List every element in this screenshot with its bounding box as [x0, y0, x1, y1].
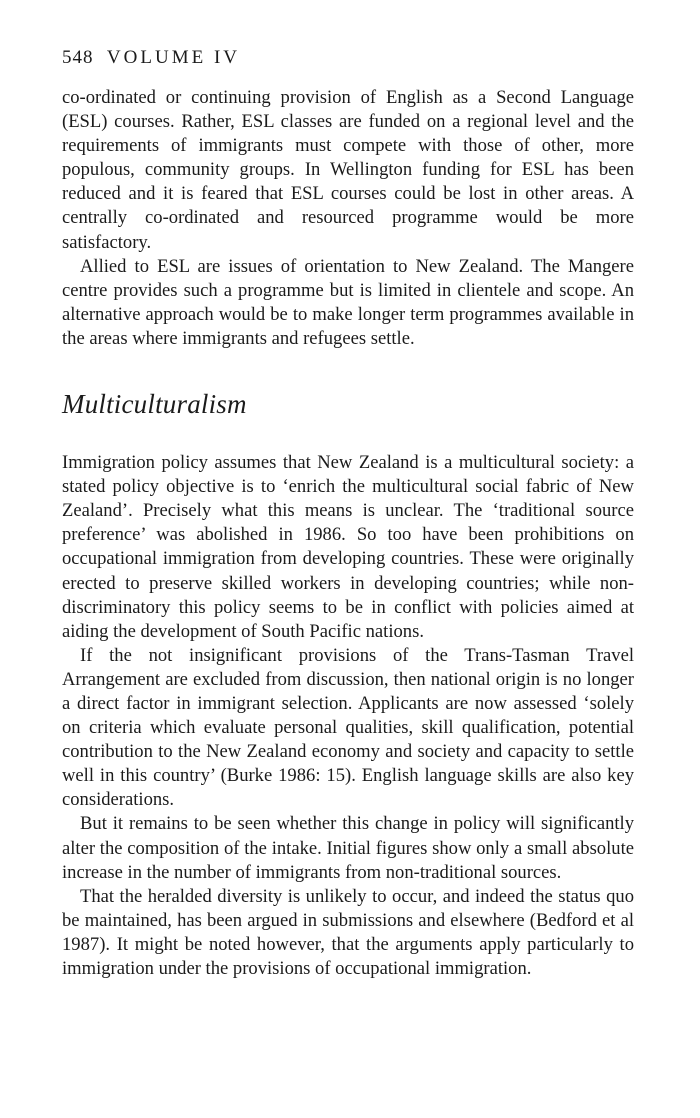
paragraph-esl-provision: co-ordinated or continuing provision of English as a Second Language (ESL) courses. Rather, ESL classes are funded on a regional level and the requirements of immigrants must compete with those of other, more populous, community groups. In Wellington funding for ESL has been reduced and it is feared that ESL courses could be lost in other areas. A centrally co-ordinated and resourced programme would be more satisfactory. — [62, 87, 634, 253]
paragraph-orientation: Allied to ESL are issues of orientation to New Zealand. The Mangere centre provides such a programme but is limited in clientele and scope. An alternative approach would be to make longer term programmes available in the areas where immigrants and refugees settle. — [62, 255, 634, 349]
section-heading: Multiculturalism — [62, 389, 247, 420]
paragraph-status-quo: That the heralded diversity is unlikely to occur, and indeed the status quo be maintained, has been argued in submissions and elsewhere (Bedford et al 1987). It might be noted however, that the arguments apply particularly to immigration under the provisions of occupational immigration. — [62, 885, 634, 979]
paragraph-national-origin: If the not insignificant provisions of the Trans-Tasman Travel Arrangement are excluded from discussion, then national origin is no longer a direct factor in immigrant selection. Applicants are now assessed ‘solely on criteria which evaluate personal qualities, skill qualification, potential contribution to the New Zealand economy and society and capacity to settle well in this country’ (Burke 1986: 15). English language skills are also key considerations. — [62, 644, 634, 811]
volume-label: VOLUME IV — [106, 47, 240, 68]
page-number: 548 — [62, 47, 94, 68]
paragraph-intake-composition: But it remains to be seen whether this change in policy will significantly alter the composition of the intake. Initial figures show only a small absolute increase in the number of immigrants from non-traditional sources. — [62, 813, 634, 883]
paragraph-multicultural-policy: Immigration policy assumes that New Zealand is a multicultural society: a stated policy objective is to ‘enrich the multicultural social fabric of New Zealand’. Precisely what this means is unclear. The ‘traditional source preference’ was abolished in 1986. So too have been prohibitions on occupational immigration from developing countries. These were originally erected to preserve skilled workers in developing countries; while non-discriminatory this policy seems to be in conflict with policies aimed at aiding the development of South Pacific nations. — [62, 452, 634, 642]
book-page — [62, 46, 634, 981]
running-head — [62, 46, 634, 70]
